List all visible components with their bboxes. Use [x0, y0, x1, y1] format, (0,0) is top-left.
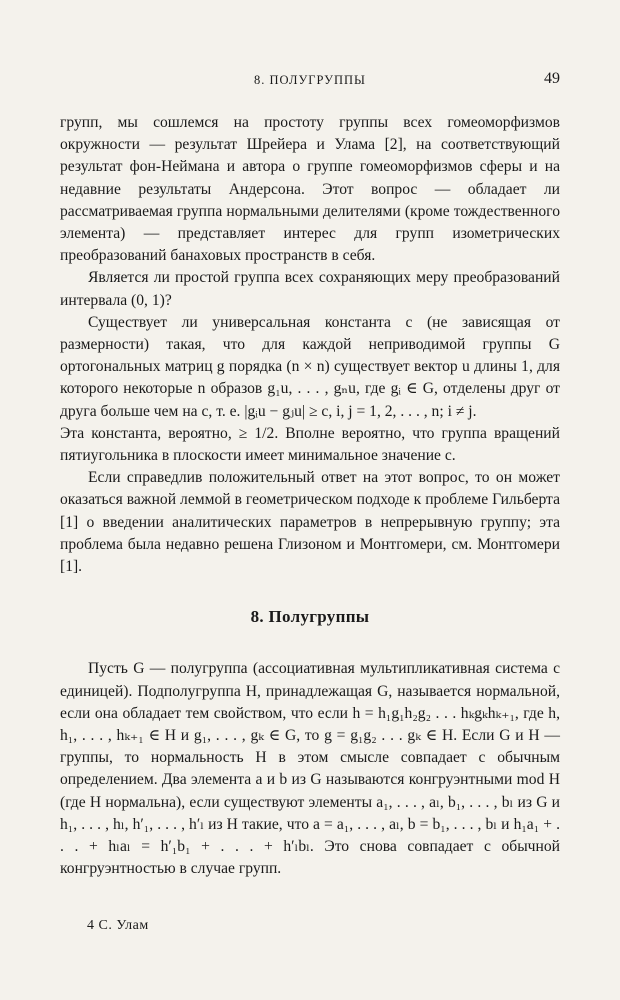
page-number: 49	[544, 70, 560, 87]
body-text	[60, 112, 560, 881]
paragraph: Существует ли универсальная константа c (не зависящая от размерности) такая, что для каждой неприводимой группы G ортогональных матриц g порядка (n × n) существует вектор u длины 1, для которого некоторые n образов g₁u, . . . , gₙu, где gᵢ ∈ G, отделены друг от друга больше чем на c, т. е. |gᵢu − gⱼu| ≥ c, i, j = 1, 2, . . . , n; i ≠ j.	[60, 313, 560, 420]
page-footer: 4 С. Улам	[87, 918, 149, 933]
paragraph: Если справедлив положительный ответ на этот вопрос, то он может оказаться важной леммой в геометрическом подходе к проблеме Гильберта [1] о введении аналитических параметров в непрерывную группу; эта проблема была недавно решена Глизоном и Монтгомери, см. Монтгомери [1].	[60, 469, 560, 576]
book-page	[60, 70, 560, 881]
page-header	[60, 70, 560, 94]
paragraph: групп, мы сошлемся на простоту группы всех гомеоморфизмов окружности — результат Шрейера и Улама [2], на соответствующий результат фон-Неймана и автора о группе гомеоморфизмов сферы и на недавние результаты Андерсона. Этот вопрос — обладает ли рассматриваемая группа нормальными делителями (кроме тождественного элемента) — представляет интерес для групп изометрических преобразований банаховых пространств в себя.	[60, 114, 560, 265]
paragraph: Является ли простой группа всех сохраняющих меру преобразований интервала (0, 1)?	[60, 269, 560, 309]
paragraph: Пусть G — полугруппа (ассоциативная мультипликативная система с единицей). Подполугруппа H, принадлежащая G, называется нормальной, если она обладает тем свойством, что если h = h₁g₁h₂g₂ . . . hₖgₖhₖ₊₁, где h, h₁, . . . , hₖ₊₁ ∈ H и g₁, . . . , gₖ ∈ G, то g = g₁g₂ . . . gₖ ∈ H. Если G и H — группы, то нормальность H в этом смысле совпадает с обычным определением. Два элемента a и b из G называются конгруэнтными mod H (где H нормальна), если существуют элементы a₁, . . . , aₗ, b₁, . . . , bₗ из G и h₁, . . . , hₗ, h′₁, . . . , h′ₗ из H такие, что a = a₁, . . . , aₗ, b = b₁, . . . , bₗ и h₁a₁ + . . . + hₗaₗ = h′₁b₁ + . . . + h′ₗbₗ. Это снова совпадает с обычной конгруэнтностью в случае групп.	[60, 660, 560, 878]
running-title: 8. ПОЛУГРУППЫ	[254, 73, 366, 87]
section-title: 8. Полугруппы	[250, 607, 370, 627]
paragraph: Эта константа, вероятно, ≥ 1/2. Вполне вероятно, что группа вращений пятиугольника в плоскости имеет минимальное значение c.	[60, 424, 560, 465]
